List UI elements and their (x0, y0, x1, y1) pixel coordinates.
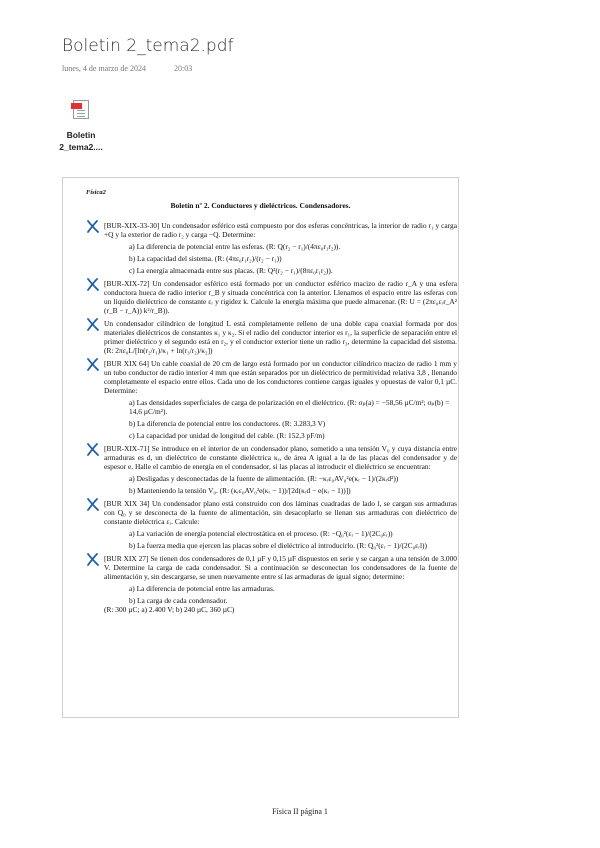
exercise-item (104, 359, 457, 440)
pdf-attachment[interactable] (56, 100, 106, 153)
exercise-statement: Un condensador cilíndrico de longitud L está completamente relleno de una doble capa coaxial formada por dos materiales dieléctricos de constantes κ₁ y κ₂. Si el radio del conductor interior es r₁, la superficie de separación entre el primer dieléctrico y el segundo está en r₂, y el conductor exterior tiene un radio r₃, determine la capacidad del sistema. (R: 2πε₀L/[ln(r₂/r₁)/κ₁ + ln(r₃/r₂)/κ₂]) (104, 319, 457, 355)
exercise-subquestion: a) La diferencia de potencial entre las esferas. (R: Q(r₂ − r₁)/(4πε₀r₁r₂)). (129, 242, 341, 251)
exercise-subquestion: b) La diferencia de potencial entre los conductores. (R: 3.283,3 V) (129, 419, 326, 428)
exercise-subquestion: b) La fuerza media que ejercen las placas sobre el dieléctrico al introducirlo. (R: Q₀²(εᵣ − 1)/(2C₀εᵣl)) (129, 541, 427, 550)
handwritten-x-mark-icon (86, 318, 100, 331)
handwritten-x-mark-icon (86, 553, 100, 566)
exercise-statement: [BUR-XIX-72] Un condensador esférico está formado por un conductor esférico macizo de radio r_A y una esfera conductora hueca de radio interior r_B y situada concéntrica con la anterior. Llenamos el espacio entre las esferas con un líquido dieléctrico de constante εᵣ y rigidez k. Calcule la energía máxima que puede almacenar. (R: U = (2πε₀εᵣr_A² (r_B − r_A)) k²/r_B)). (104, 279, 457, 315)
exercise-item (104, 279, 457, 315)
note-metadata (62, 64, 218, 73)
doc-subject: Física2 (86, 189, 106, 196)
exercise-list (104, 221, 457, 618)
exercise-subquestion: a) La variación de energía potencial electrostática en el proceso. (R: −Q₀²(εᵣ − 1)/(2C₀εᵣ)) (129, 529, 393, 538)
exercise-subquestion: b) La carga de cada condensador. (129, 596, 228, 605)
exercise-item (104, 554, 457, 614)
doc-title: Boletín nº 2. Conductores y dieléctricos. Condensadores. (170, 201, 351, 210)
note-time: 20:03 (173, 64, 193, 73)
exercise-statement: [BUR-XIX-33-30] Un condensador esférico está compuesto por dos esferas concéntricas, la interior de radio r₁ y carga +Q y la exterior de radio r₂ y carga −Q. Determine: (104, 221, 457, 239)
exercise-subquestion: b) Manteniendo la tensión V₀. (R: (κᵣε₀AV₀²e(κᵣ − 1))/[2d(κᵣd − e(κᵣ − 1))]) (129, 486, 351, 495)
exercise-item (104, 221, 457, 275)
pdf-page-preview[interactable] (62, 177, 459, 718)
page-footer: Física II página 1 (272, 807, 328, 816)
exercise-subquestion: a) Las densidades superficiales de carga de polarización en el dieléctrico. (R: σₚ(a) = −58,56 µC/m²; σₚ(b) = 14,6 µC/m²). (129, 398, 450, 416)
exercise-subquestion: c) La capacidad por unidad de longitud del cable. (R: 152,3 pF/m) (129, 431, 325, 440)
handwritten-x-mark-icon (86, 443, 100, 456)
handwritten-x-mark-icon (86, 498, 100, 511)
exercise-item (104, 499, 457, 550)
exercise-statement: [BUR XIX 64] Un cable coaxial de 20 cm de largo está formado por un conductor cilíndrico macizo de radio 1 mm y un tubo conductor de radio interior 4 mm que están separados por un dieléctrico de permitividad relativa 3,8 , llenando completamente el espacio entre ellos. Cada uno de los conductores contiene cargas iguales y opuestas de valor 0,1 µC. Determine: (104, 359, 457, 395)
handwritten-x-mark-icon (86, 358, 100, 371)
exercise-subquestion: b) La capacidad del sistema. (R: (4πε₀r₁r₂)/(r₂ − r₁)) (129, 254, 282, 263)
exercise-answer: (R: 300 µC; a) 2.400 V; b) 240 µC, 360 µC) (104, 605, 235, 614)
handwritten-x-mark-icon (86, 220, 100, 233)
exercise-subquestion: a) Desligadas y desconectadas de la fuente de alimentación. (R: −κᵣε₀AV₀²e(κᵣ − 1)/(2κᵣd²)) (129, 474, 399, 483)
attachment-name: Boletin 2_tema2.... (59, 130, 103, 152)
handwritten-x-mark-icon (86, 278, 100, 291)
exercise-statement: [BUR XIX 27] Se tienen dos condensadores de 0,1 µF y 0,15 µF dispuestos en serie y se cargan a una tensión de 3.000 V. Determine la carga de cada condensador. Si a continuación se desconectan los condensadores de la fuente de alimentación y, sin descargarse, se unen nuevamente entre sí las armaduras de igual signo; determine: (104, 554, 457, 581)
exercise-subquestion: a) La diferencia de potencial entre las armaduras. (129, 584, 275, 593)
exercise-item (104, 444, 457, 495)
exercise-statement: [BUR XIX 34] Un condensador plano está construido con dos láminas cuadradas de lado l, se cargan sus armaduras con Q₀ y se desconecta de la fuente de alimentación, sin desacoplarlo se llenan sus armaduras con dieléctrico de constante dieléctrica εᵣ. Calcule: (104, 499, 457, 526)
exercise-statement: [BUR-XIX-71] Se introduce en el interior de un condensador plano, sometido a una tensión V₀ y cuya distancia entre armaduras es d, un dieléctrico de constante dieléctrica κᵣ, de área A igual a la de las placas del condensador y de espesor e. Halle el cambio de energía en el condensador, si las placas al introducir el dieléctrico se encuentran: (104, 444, 457, 471)
exercise-item (104, 319, 457, 355)
pdf-file-icon (73, 100, 89, 119)
note-date: lunes, 4 de marzo de 2024 (62, 64, 146, 73)
note-title: Boletin 2_tema2.pdf (62, 36, 234, 56)
exercise-subquestion: c) La energía almacenada entre sus placas. (R: Q²(r₂ − r₁)/(8πε₀r₁r₂)). (129, 266, 333, 275)
